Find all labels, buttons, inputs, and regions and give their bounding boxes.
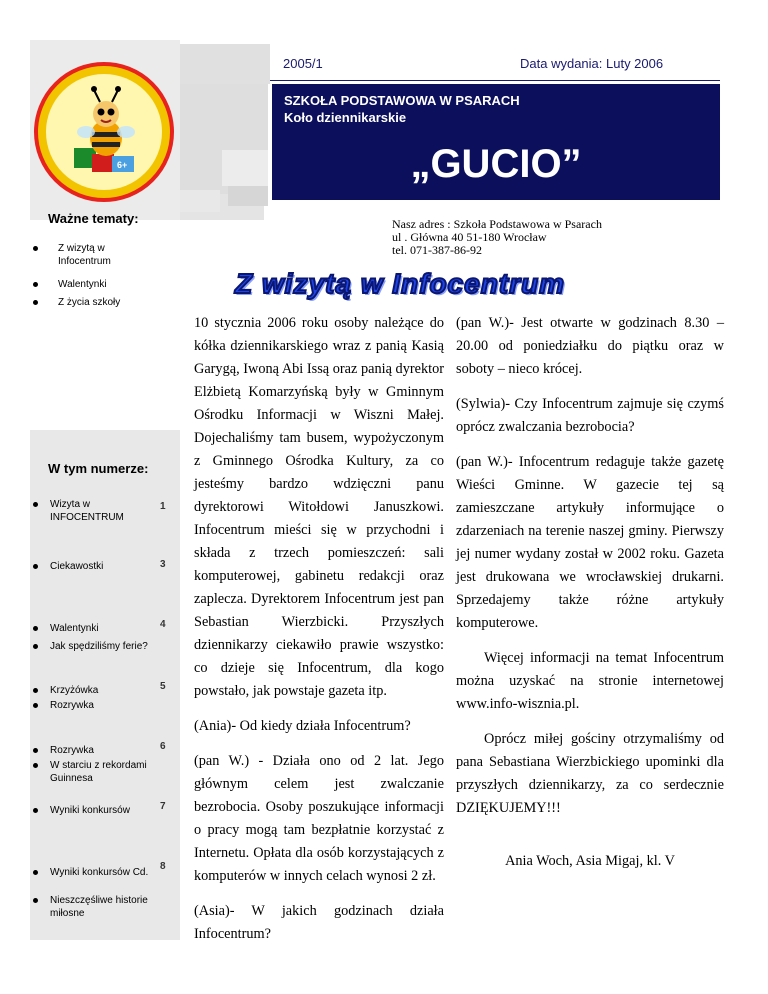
- paragraph: Oprócz miłej gościny otrzymaliśmy od pana Sebastiana Wierzbickiego upominki dla przyszłych dziennikarzy, za co serdecznie DZIĘKUJEMY!!!: [456, 731, 724, 816]
- article-author: Ania Woch, Asia Migaj, kl. V: [505, 853, 675, 869]
- bullet-icon: [33, 282, 38, 287]
- decor-square: [228, 186, 268, 206]
- decor-square: [170, 44, 270, 84]
- bullet-icon: [33, 870, 38, 875]
- school-name: SZKOŁA PODSTAWOWA W PSARACH Koło dziennikarskie: [284, 93, 520, 125]
- bullet-icon: [33, 898, 38, 903]
- toc-heading: W tym numerze:: [48, 461, 149, 476]
- bullet-icon: [33, 626, 38, 631]
- masthead-banner: [272, 84, 720, 200]
- paragraph: (Sylwia)- Czy Infocentrum zajmuje się czymś oprócz zwalczania bezrobocia?: [456, 396, 724, 435]
- article-column-2: [456, 312, 724, 885]
- bullet-icon: [33, 808, 38, 813]
- paragraph: Więcej informacji na temat Infocentrum można uzyskać na stronie internetowej www.info-wisznia.pl.: [456, 650, 724, 712]
- paragraph: (Ania)- Od kiedy działa Infocentrum?: [194, 718, 411, 734]
- bullet-icon: [33, 564, 38, 569]
- paragraph: (pan W.)- Infocentrum redaguje także gazetę Wieści Gminne. W gazecie tej są zamieszczane artykuły informujące o zdarzeniach na terenie naszej gminy. Pierwszy jej numer wydany został w 2002 roku. Gazeta jest drukowana we wrocławskiej drukarni. Sprzedajemy także różne artykuły komputerowe.: [456, 454, 724, 631]
- bullet-icon: [33, 703, 38, 708]
- school-logo: [34, 62, 174, 202]
- bullet-icon: [33, 644, 38, 649]
- decor-square: [222, 150, 268, 186]
- paragraph: (pan W.)- Jest otwarte w godzinach 8.30 – 20.00 od poniedziałku do piątku oraz w soboty – nieco krócej.: [456, 315, 724, 377]
- address-block: Nasz adres : Szkoła Podstawowa w Psarach ul . Główna 40 51-180 Wrocław tel. 071-387-86-92: [392, 217, 602, 257]
- issue-number: 2005/1: [283, 56, 323, 71]
- issue-date: Data wydania: Luty 2006: [520, 56, 664, 71]
- paragraph: (pan W.) - Działa ono od 2 lat. Jego głównym celem jest zwalczanie bezrobocia. Osoby poszukujące informacji o pracy mogą tam bezpłatnie korzystać z Internetu. Opłata dla osób korzystających z komputerów w innych celach wynosi 2 zł.: [194, 753, 444, 884]
- bullet-icon: [33, 688, 38, 693]
- bullet-icon: [33, 300, 38, 305]
- bullet-icon: [33, 502, 38, 507]
- paragraph: (Asia)- W jakich godzinach działa Infocentrum?: [194, 903, 444, 942]
- paragraph: 10 stycznia 2006 roku osoby należące do kółka dziennikarskiego wraz z panią Kasią Garygą, Iwoną Abi Issą oraz panią dyrektor Elżbietą Komarzyńską były w Gminnym Ośrodku Informacji w Wiszni Małej. Dojechaliśmy tam busem, wypożyczonym z Gminnego Ośrodka Kultury, za co jesteśmy bardzo wdzięczni panu dyrektorowi Witołdowi Januszkowi. Infocentrum mieści się w przychodni i składa z trzech pomieszczeń: sali komputerowej, gabinetu redakcji oraz zaplecza. Dyrektorem Infocentrum jest pan Sebastian Wierzbicki. Przyszłych dziennikarzy ciekawiło prawie wszystko: co dzieje się Infocentrum, dla kogo powstało, jak powstaje gazeta itp.: [194, 315, 444, 699]
- newspaper-title: „GUCIO”: [410, 142, 582, 186]
- svg-text:6+: 6+: [117, 160, 128, 170]
- bullet-icon: [33, 763, 38, 768]
- masthead-divider: [270, 80, 720, 81]
- bullet-icon: [33, 246, 38, 251]
- bullet-icon: [33, 748, 38, 753]
- decor-square: [180, 190, 220, 212]
- article-headline: Z wizytą w Infocentrum: [235, 268, 566, 299]
- article-column-1: [194, 312, 444, 958]
- topics-heading: Ważne tematy:: [48, 211, 139, 226]
